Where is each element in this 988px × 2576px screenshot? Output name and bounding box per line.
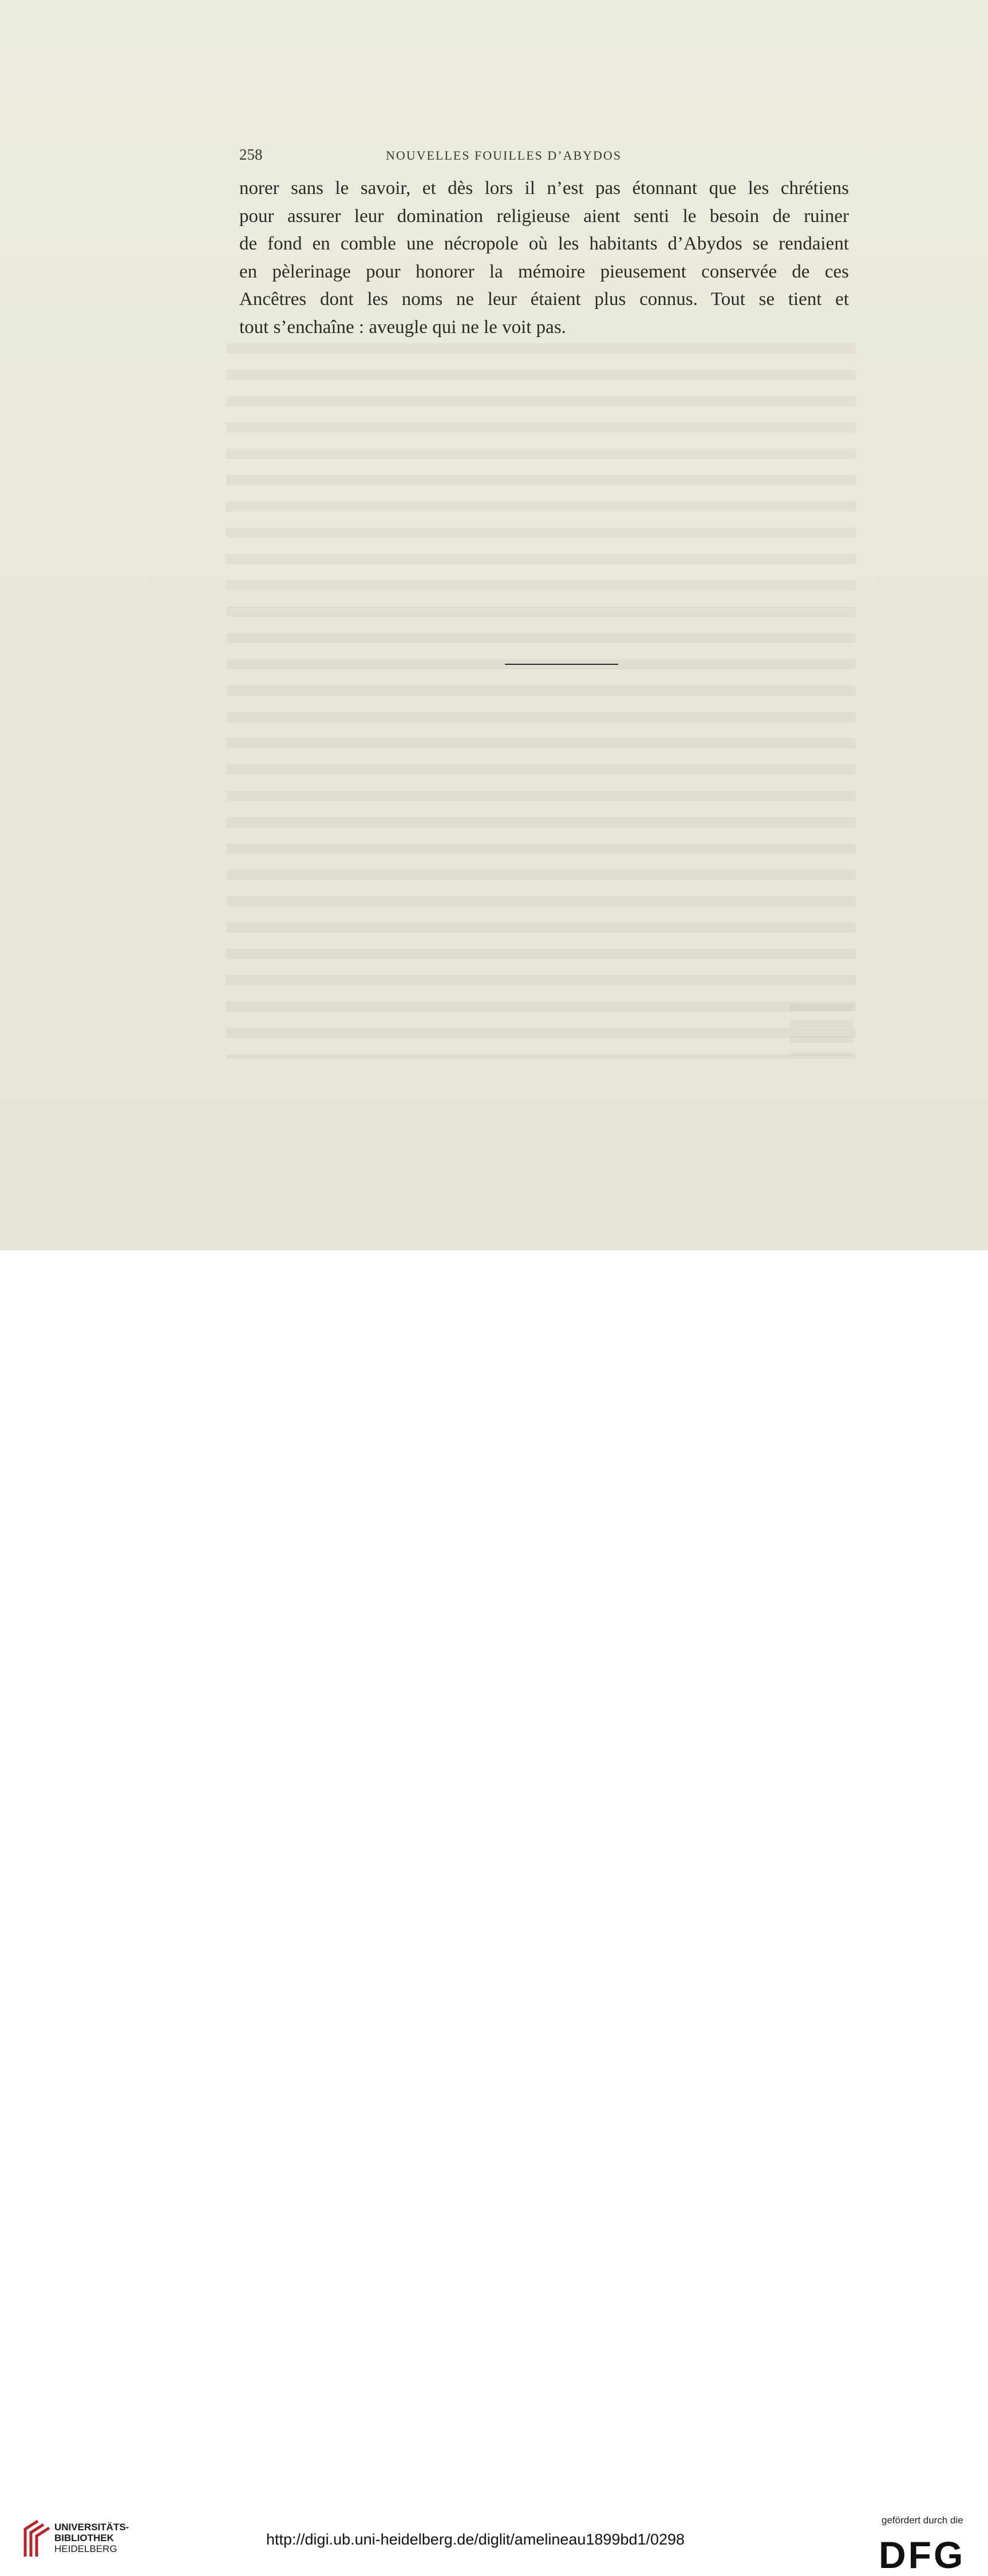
text-line: norer sans le savoir, et dès lors il n’est pas étonnant que les chrétiens [239,178,849,199]
bleed-through-notes [790,1004,853,1056]
bleed-through-text [226,343,856,1059]
library-name-line: UNIVERSITÄTS- [54,2522,129,2533]
closing-rule [505,664,618,665]
library-name [54,2522,129,2554]
page-number: 258 [239,146,263,163]
text-line: de fond en comble une nécropole où les habitants d’Abydos se rendaient [239,233,849,255]
scanned-page [0,0,988,1250]
dfg-logo: DFG [879,2534,966,2576]
text-line: tout s’enchaîne : aveugle qui ne le voit pas. [239,316,566,338]
library-name-line: HEIDELBERG [54,2543,117,2554]
funder-label: gefördert durch die [882,2515,963,2526]
text-line: pour assurer leur domination religieuse aient senti le besoin de ruiner [239,205,849,227]
viewer-footer [0,1250,988,2576]
text-line: en pèlerinage pour honorer la mémoire pieusement conservée de ces [239,261,849,282]
running-head: NOUVELLES FOUILLES D’ABYDOS [385,148,622,163]
university-library-logo-icon [21,2519,50,2558]
library-name-line: BIBLIOTHEK [54,2533,114,2543]
permalink-url[interactable]: http://digi.ub.uni-heidelberg.de/diglit/amelineau1899bd1/0298 [266,2531,685,2548]
body-paragraph [239,175,849,342]
text-line: Ancêtres dont les noms ne leur étaient plus connus. Tout se tient et [239,289,849,310]
